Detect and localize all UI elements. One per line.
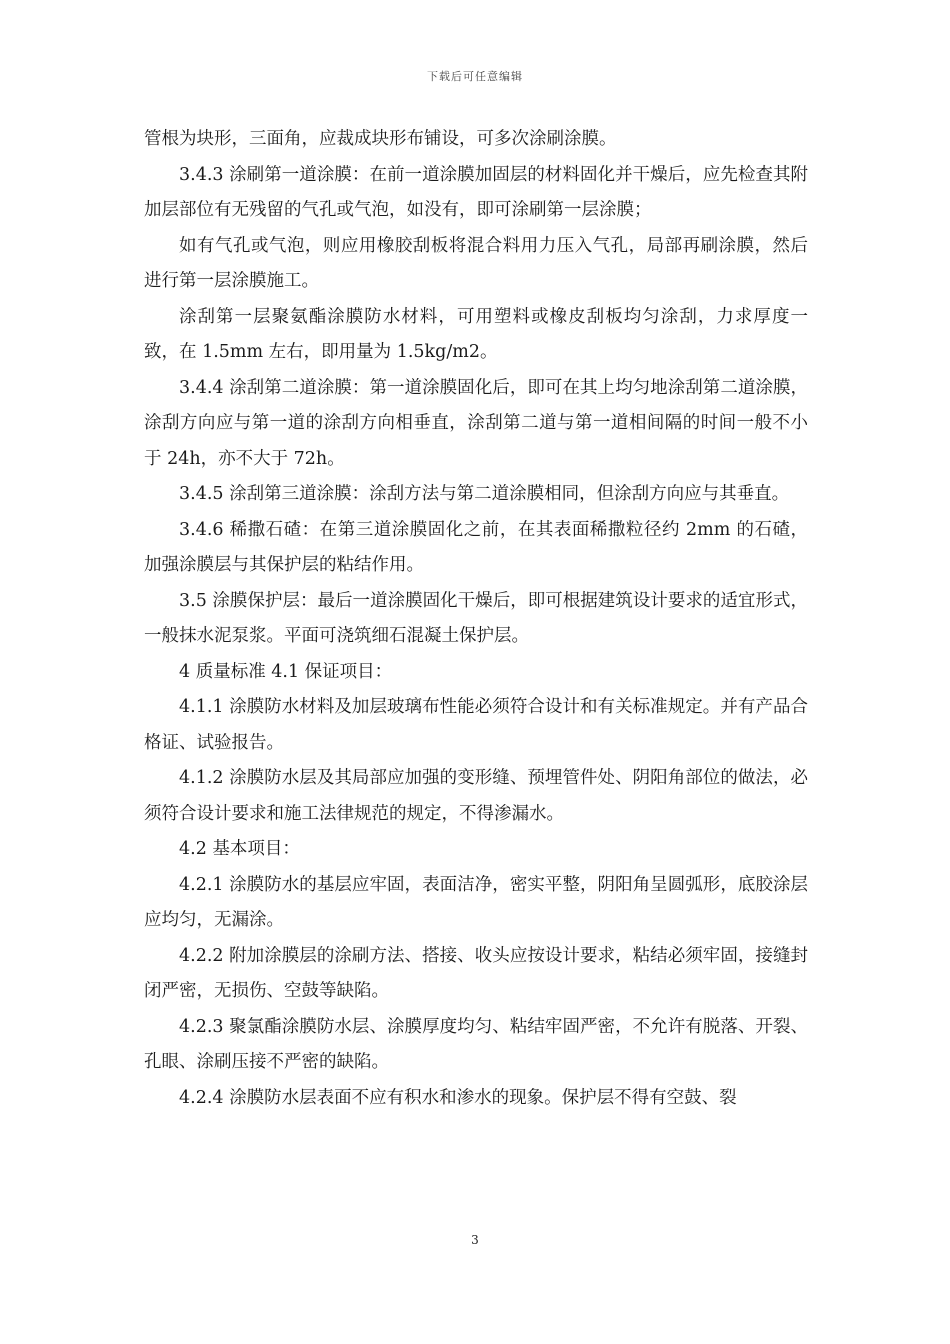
paragraph: 如有气孔或气泡，则应用橡胶刮板将混合料用力压入气孔，局部再刷涂膜，然后进行第一层涂膜施工。 — [144, 235, 808, 291]
paragraph: 4.2.2 附加涂膜层的涂刷方法、搭接、收头应按设计要求，粘结必须牢固，接缝封闭严密，无损伤、空鼓等缺陷。 — [144, 945, 808, 1001]
paragraph: 4.2.3 聚氯酯涂膜防水层、涂膜厚度均匀、粘结牢固严密，不允许有脱落、开裂、孔眼、涂刷压接不严密的缺陷。 — [144, 1016, 808, 1072]
section-heading: 4 质量标准 4.1 保证项目： — [179, 661, 393, 682]
paragraph: 4.1.1 涂膜防水材料及加层玻璃布性能必须符合设计和有关标准规定。并有产品合格证、试验报告。 — [144, 697, 808, 753]
paragraph: 4.1.2 涂膜防水层及其局部应加强的变形缝、预埋管件处、阴阳角部位的做法，必须符合设计要求和施工法律规范的规定，不得渗漏水。 — [144, 768, 808, 824]
section-heading: 4.2 基本项目： — [179, 839, 300, 859]
paragraph: 4.2.1 涂膜防水的基层应牢固，表面洁净，密实平整，阴阳角呈圆弧形，底胶涂层应均匀，无漏涂。 — [144, 874, 808, 930]
page-number: 3 — [471, 1233, 479, 1247]
paragraph: 3.4.5 涂刮第三道涂膜：涂刮方法与第二道涂膜相同，但涂刮方向应与其垂直。 — [179, 484, 790, 504]
paragraph: 涂刮第一层聚氨酯涂膜防水材料，可用塑料或橡皮刮板均匀涂刮，力求厚度一致，在 1.5mm 左右，即用量为 1.5kg/m2。 — [144, 306, 808, 362]
paragraph: 4.2.4 涂膜防水层表面不应有积水和渗水的现象。保护层不得有空鼓、裂 — [179, 1087, 737, 1108]
page-header: 下载后可任意编辑 — [427, 70, 523, 83]
paragraph: 3.4.6 稀撒石碴：在第三道涂膜固化之前，在其表面稀撒粒径约 2mm 的石碴，加强涂膜层与其保护层的粘结作用。 — [144, 519, 808, 575]
paragraph: 3.4.4 涂刮第二道涂膜：第一道涂膜固化后，即可在其上均匀地涂刮第二道涂膜，涂刮方向应与第一道的涂刮方向相垂直，涂刮第二道与第一道相间隔的时间一般不小于 24h，亦不大于 72h。 — [144, 377, 808, 469]
paragraph: 管根为块形，三面角，应裁成块形布铺设，可多次涂刷涂膜。 — [144, 129, 617, 149]
paragraph: 3.5 涂膜保护层：最后一道涂膜固化干燥后，即可根据建筑设计要求的适宜形式，一般抹水泥泵浆。平面可浇筑细石混凝土保护层。 — [144, 590, 808, 646]
document-body — [144, 122, 808, 1116]
paragraph: 3.4.3 涂刷第一道涂膜：在前一道涂膜加固层的材料固化并干燥后，应先检查其附加层部位有无残留的气孔或气泡，如没有，即可涂刷第一层涂膜； — [144, 164, 808, 220]
